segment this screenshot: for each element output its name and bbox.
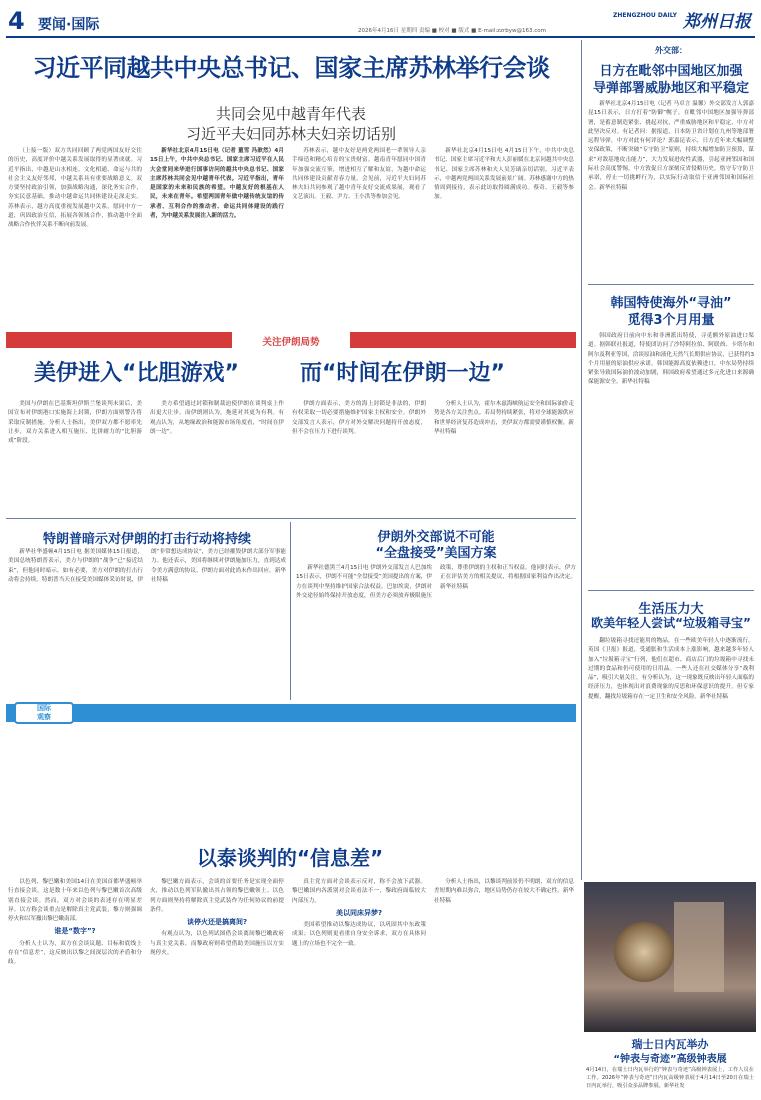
lead-subtitle-1: 共同会见中越青年代表 (215, 105, 366, 123)
paper-name-en: ZHENGZHOU DAILY (613, 12, 677, 19)
watch-photo (584, 882, 756, 1032)
paper-logo: 郑州日报 (683, 12, 751, 32)
analysis-tag-line-1: 国际 (37, 704, 51, 712)
israel-talks-headline-rule (6, 730, 576, 830)
lead-col-1: （上接一版）双方共同回顾了两党两国友好交往的历史，高度评价中越关系发展取得的显著成就。习近平指出，中越是山水相连、文化相通、命运与共的社会主义友好邻邦，中越关系具有重要战略意义。双方要坚持政治引领，加强战略沟通，深化务实合作，夯实民意基础，推动中越命运共同体建设走深走实。苏林表示，越方高度重视发展越中关系，愿同中方一道，巩固政治互信，拓展各领域合作，推动越中全面战略合作伙伴关系不断向前发展。 (8, 148, 142, 229)
analysis-tag (14, 702, 74, 724)
side1-kicker: 外交部： (655, 46, 687, 55)
photo-headline-1: 瑞士日内瓦举办 (631, 1038, 709, 1051)
page-number: 4 (8, 7, 25, 35)
side1-headline-2: 导弹部署威胁地区和平稳定 (592, 81, 749, 96)
header-rule (6, 36, 755, 38)
side3-body: 翻垃圾箱寻找还能用的物品，在一些欧美年轻人中逐渐流行。英国《卫报》报道，受通胀和生活成本上涨影响，越来越多年轻人加入“垃圾箱寻宝”行列，他们在超市、商店后门的垃圾箱中寻找未过期的食品和仍可使用的日用品。一些人还在社交媒体分享“战利品”，吸引大量关注。有分析认为，这一现象既反映出年轻人面临的经济压力，也体现出对浪费现象的反思和环保意识的提升。但专家提醒，翻找垃圾箱存在一定卫生和安全风险。新华社特稿 (588, 638, 754, 700)
trump-body: 新华社华盛顿4月15日电 据美国媒体15日报道，美国总统特朗普表示，美方与伊朗的“战争”已“接近结束”，但他同时暗示，如有必要，美方对伊朗的打击行动将会持续。特朗普当天在接受美国媒体采访时说，伊朗“非常想达成协议”，美方已经摧毁伊朗大部分军事能力。他还表示，美国将继续对伊朗施加压力，直到达成令美方满意的协议。伊朗方面对此尚未作出回应。新华社特稿 (8, 549, 286, 583)
mid-col-4: 分析人士认为，霍尔木兹海峡航运安全和国际油价走势是各方关注焦点。若局势持续紧张，将对全球能源供应和世界经济复苏造成冲击，美伊双方都需要谨慎权衡。新华社特稿 (434, 401, 574, 435)
israel-talks-headline: 以泰谈判的“信息差” (196, 846, 384, 870)
section-name: 要闻·国际 (38, 17, 100, 33)
side-divider-2 (588, 590, 754, 591)
lead-headline: 习近平同越共中央总书记、国家主席苏林举行会谈 (32, 54, 550, 82)
iran-headline-1: 伊朗外交部说不可能 (377, 530, 495, 545)
iran-headline-2: “全盘接受”美国方案 (375, 546, 497, 561)
sec4-subhead-2: 谈停火还是搞离间? (186, 918, 248, 927)
side1-body: 新华社北京4月15日电（记者 马卓言 温馨）外交部发言人郭嘉昆15日表示，日方打着“防御”幌子，在毗邻中国地区加强导弹部署，是蓄意制造紧张、挑起对抗，严重威胁地区和平稳定，中方对此坚决反对。有记者问：据报道，日本防卫省计划在九州等地部署远程导弹。中方对此有何评论？郭嘉昆表示，日方近年来大幅调整安保政策，不断突破“专守防卫”原则，持续大幅增加防卫预算，谋求“对敌基地攻击能力”，大力发展进攻性武器，引起亚洲邻国和国际社会高度警惕。中方敦促日方深刻反省侵略历史，恪守专守防卫承诺，停止一切挑衅行为，以实际行动取信于亚洲邻国和国际社会。新华社特稿 (588, 101, 754, 191)
sec4-col-3: 真主党方面对会谈表示反对，称不会放下武器。黎巴嫩国内各派别对会谈看法不一，黎政府面临较大内部压力。 美以同床异梦? 美国希望推动以黎达成协议，以巩固其中东政策成果；以色列则更看重自身安全诉求，双方在具体问题上的立场也不完全一致。 (292, 879, 426, 947)
topic-band-label: 关注伊朗局势 (262, 337, 320, 348)
iran-body: 新华社德黑兰4月15日电 伊朗外交部发言人巴加埃15日表示，伊朗不可能“全盘接受”美国提出的方案，伊方在谈判中坚持维护国家合法权益。巴加埃说，伊朗对外交途径始终保持开放态度，但美方必须放弃极限施压政策，尊重伊朗的主权和正当权益。他同时表示，伊方正在评估美方的相关提议，将根据国家利益作出决定。新华社特稿 (296, 565, 576, 599)
sec4-col-1: 以色列、黎巴嫩和美国14日在美国首都华盛顿举行直接会谈，这是数十年来以色列与黎巴嫩首次高级别直接会谈。然而，双方对会谈的表述存在明显差异。以方称会谈重点是解除真主党武装，黎方则强调停火和以军撤出黎巴嫩南部。 谁是“数字”? 分析人士认为，双方在会谈议题、目标和底线上存在“信息差”，这反映出以黎之间深层次的矛盾和分歧。 (8, 879, 142, 966)
side-divider-1 (588, 284, 754, 285)
photo-headline-2: “钟表与奇迹”高级钟表展 (613, 1054, 727, 1065)
photo-caption: 4月14日，在瑞士日内瓦举行的“钟表与奇迹”高级钟表展上，工作人员在工作。2026年“钟表与奇迹”日内瓦高级钟表展于4月14日至20日在瑞士日内瓦举行，吸引众多品牌参展。新华社发 (586, 1067, 754, 1089)
mid-divider-v (290, 522, 291, 700)
sec4-col-2: 黎巴嫩方面表示，会谈的首要任务是实现全面停火，推动以色列军队撤出其占领的黎巴嫩领土。以色列方面则坚持将解除真主党武装作为任何协议的前提条件。 谈停火还是搞离间? 有观点认为，以色列试图借会谈离间黎巴嫩政府与真主党关系，而黎政府则希望借助美国施压以方实现停火。 (150, 879, 284, 957)
mid-col-1: 美国与伊朗在巴基斯坦伊斯兰堡谈判未果后，美国宣布对伊朗港口实施海上封锁，伊朗方面则警告将采取反制措施。分析人士指出，美伊双方都不愿率先让步，双方关系进入相互施压、比拼耐力的“比胆游戏”阶段。 (8, 401, 142, 445)
side2-headline-1: 韩国特使海外“寻油” (610, 296, 732, 311)
sec4-subhead-3: 美以同床异梦? (335, 908, 383, 917)
date-line: 2026年4月16日 星期四 责编 ■ 校对 ■ 版式 ■ E-mail:zzrbyw@163.com (358, 28, 546, 34)
mid-headline-right: 而“时间在伊朗一边” (300, 361, 505, 386)
lead-col-3: 苏林表示，越中友好是两党两国老一辈领导人亲手缔造和精心培育的宝贵财富。越南青年愿同中国青年加强交流互鉴，增进相互了解和友谊，为越中命运共同体建设贡献青春力量。会见前，习近平夫妇同苏林夫妇共同参观了越中青年友好交流成果展，观看了文艺演出。王毅、尹力、王小洪等参加会见。 (292, 148, 426, 201)
mid-headline-left: 美伊进入“比胆游戏” (34, 361, 239, 386)
side1-headline-1: 日方在毗邻中国地区加强 (599, 64, 743, 79)
lead-col-2: 新华社北京4月15日电（记者 董雪 冯歆然）4月15日上午，中共中央总书记、国家主席习近平在人民大会堂同来华进行国事访问的越共中央总书记、国家主席苏林共同会见中越青年代表。习近平指出，青年是国家的未来和民族的希望。中越友好的根基在人民，未来在青年。希望两国青年做中越传统友谊的传承者、互利合作的推动者、命运共同体建设的践行者，为中越关系发展注入新的活力。 (150, 148, 284, 220)
analysis-tag-line-2: 观察 (37, 713, 51, 721)
mid-col-3: 伊朗方面表示，美方的海上封锁是非法的，伊朗有权采取一切必要措施维护国家主权和安全。伊朗外交部发言人表示，伊方对外交解决问题持开放态度，但不会在压力下进行谈判。 (292, 401, 426, 435)
sec4-col-4: 分析人士指出，以黎谈判前景仍不明朗，双方的信息差短期内难以弥合，地区局势仍存在较大不确定性。新华社特稿 (434, 879, 574, 904)
column-divider-right (581, 40, 582, 880)
side3-headline-1: 生活压力大 (638, 602, 704, 617)
side2-body: 韩国政府日前向中东和非洲派出特使，寻觅额外原油进口渠道。据韩联社报道，特使团访问了沙特阿拉伯、阿联酋、卡塔尔和阿尔及利亚等国，洽谈原油和液化天然气长期供应协议，已获得约3个月用量的原油供应承诺。韩国能源高度依赖进口，中东局势持续紧张导致国际油价波动加剧，韩国政府希望通过多元化进口来源确保能源安全。新华社特稿 (588, 333, 754, 386)
side3-headline-2: 欧美年轻人尝试“垃圾箱寻宝” (591, 616, 751, 630)
lead-col-4: 新华社北京4月15日电 4月15日下午，中共中央总书记、国家主席习近平和夫人彭丽媛在北京同越共中央总书记、国家主席苏林和夫人吴芳璃亲切话别。习近平表示，中越两党两国关系发展前景广阔。苏林感谢中方的热情周到接待，表示此访取得圆满成功。蔡奇、王毅等参加。 (434, 148, 574, 201)
trump-headline: 特朗普暗示对伊朗的打击行动将持续 (42, 532, 251, 547)
lead-subtitle-2: 习近平夫妇同苏林夫妇亲切话别 (185, 125, 396, 143)
sec4-subhead-1: 谁是“数字”? (54, 927, 96, 936)
analysis-tag-bar (6, 704, 576, 722)
side2-headline-2: 觅得3个月用量 (627, 313, 715, 328)
mid-col-2: 美方希望通过封锁和制裁迫使伊朗在谈判桌上作出更大让步，而伊朗则认为，拖延对其更为有利。有观点认为，从地缘政治和能源市场角度看，“时间在伊朗一边”。 (150, 401, 284, 435)
mid-divider-h (6, 518, 576, 519)
